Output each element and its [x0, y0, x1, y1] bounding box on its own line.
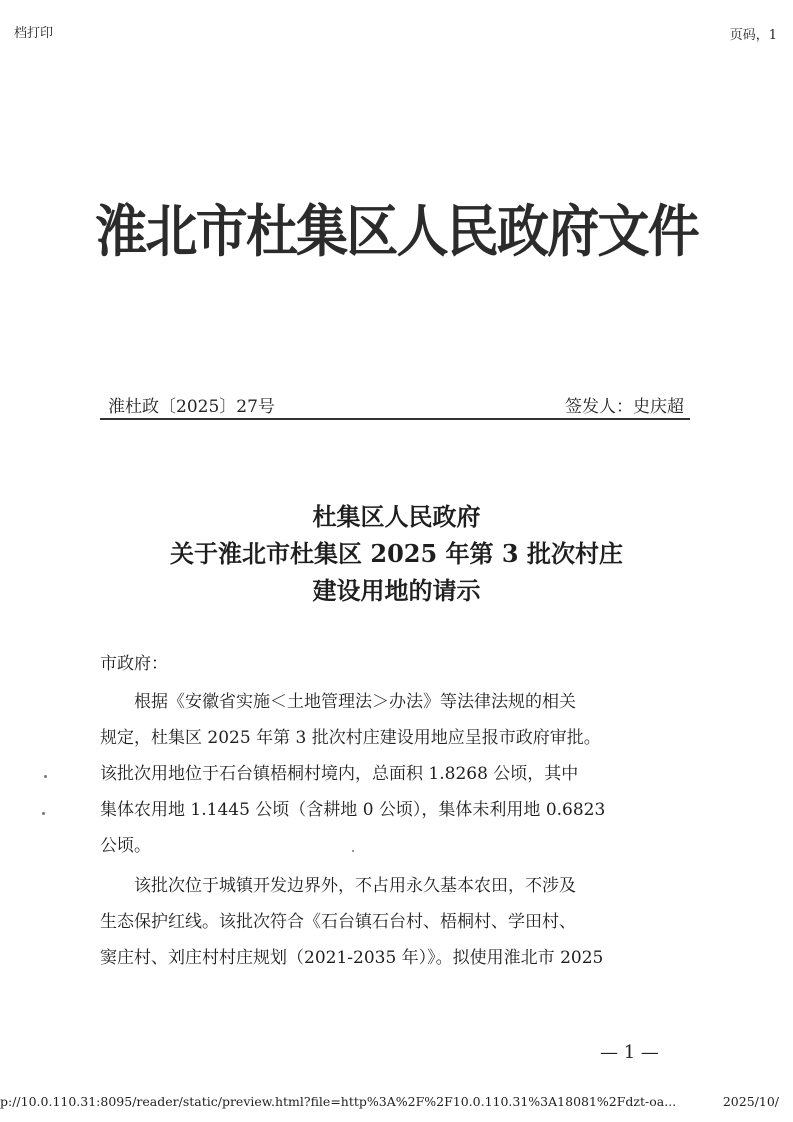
subject-line: 关于淮北市杜集区 2025 年第 3 批次村庄	[170, 539, 623, 568]
footer-date: 2025/10/	[722, 1094, 779, 1109]
header-divider	[100, 418, 690, 420]
paragraph-line: 该批次位于城镇开发边界外，不占用永久基本农田，不涉及	[134, 876, 576, 896]
signer-name: 史庆超	[633, 397, 684, 417]
scan-speck	[44, 775, 47, 778]
salutation: 市政府：	[100, 654, 168, 674]
paragraph-line: 规定，杜集区 2025 年第 3 批次村庄建设用地应呈报市政府审批。	[100, 728, 601, 748]
subject-line: 杜集区人民政府	[312, 502, 481, 531]
subject-line: 建设用地的请示	[312, 576, 481, 605]
paragraph-line: 生态保护红线。该批次符合《石台镇石台村、梧桐村、学田村、	[100, 912, 576, 932]
doc-number-row	[100, 392, 690, 420]
paragraph-line: 公顷。	[100, 836, 151, 856]
page-number: — 1 —	[600, 1042, 659, 1063]
print-header-page-indicator: 页码，1	[729, 28, 777, 43]
paragraph-line: 根据《安徽省实施＜土地管理法＞办法》等法律法规的相关	[134, 692, 576, 712]
paragraph	[100, 684, 690, 864]
print-header-left: 档打印	[14, 26, 54, 41]
paragraph-line: 集体农用地 1.1445 公顷（含耕地 0 公顷），集体未利用地 0.6823	[100, 800, 606, 820]
footer-url[interactable]: p://10.0.110.31:8095/reader/static/preview.html?file=http%3A%2F%2F10.0.110.31%3A18081%2Fdzt-oa...	[0, 1094, 677, 1109]
red-header-title: 淮北市杜集区人民政府文件	[95, 199, 698, 265]
doc-number: 淮杜政〔2025〕27号	[108, 397, 275, 417]
scan-speck	[352, 850, 354, 852]
paragraph-line: 窦庄村、刘庄村村庄规划（2021-2035 年）》。拟使用淮北市 2025	[100, 948, 604, 968]
signer-label: 签发人：	[565, 397, 633, 417]
document-subject	[0, 498, 793, 609]
scan-speck	[42, 812, 45, 815]
signer-row	[565, 392, 684, 417]
document-body	[100, 646, 690, 976]
paragraph-line: 该批次用地位于石台镇梧桐村境内，总面积 1.8268 公顷，其中	[100, 764, 579, 784]
paragraph	[100, 868, 690, 976]
